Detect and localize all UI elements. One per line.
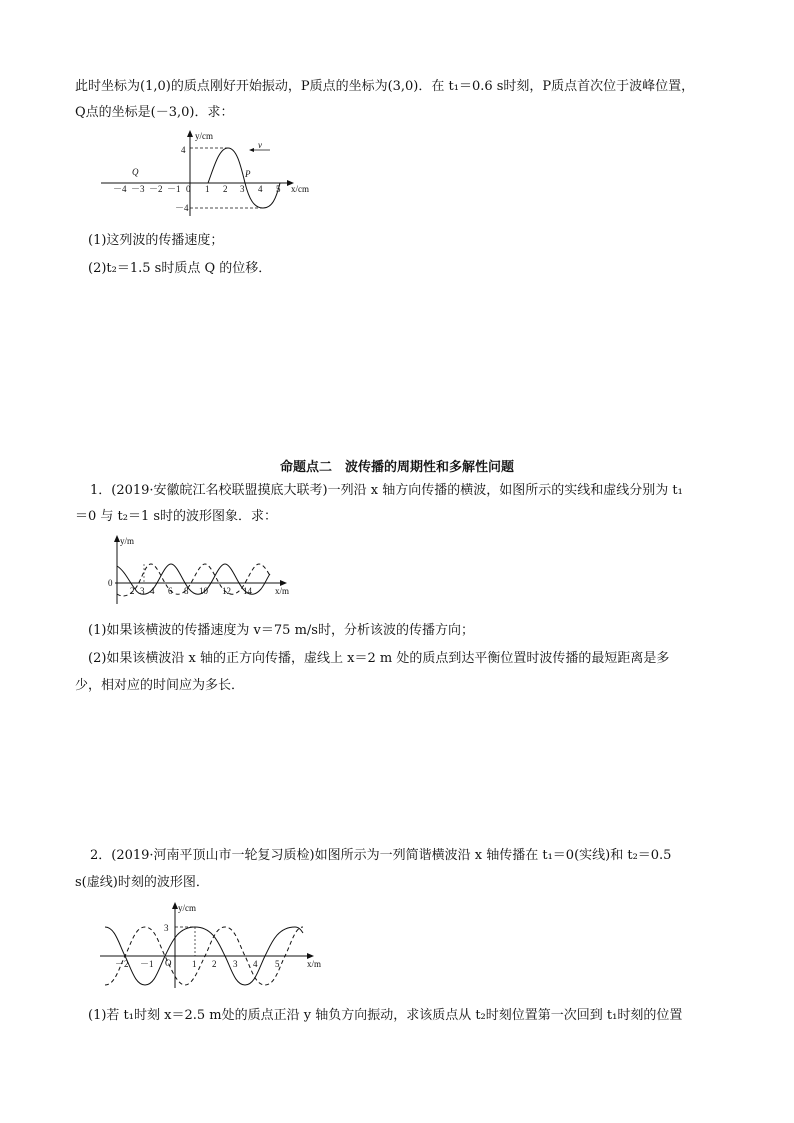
figure-3-wave — [95, 900, 325, 990]
fig3-ylabel: y/cm — [178, 903, 196, 913]
fig1-wave-curve — [208, 148, 280, 208]
fig2-xtick-14: 14 — [243, 586, 252, 596]
fig3-xtick-3: 3 — [233, 959, 238, 969]
fig2-ylabel: y/m — [120, 536, 135, 546]
fig2-xtick-4: 4 — [150, 586, 155, 596]
fig1-ytick-4: 4 — [181, 145, 186, 155]
p1-part-2b: 少，相对应的时间应为多长． — [75, 678, 245, 693]
intro-line-2: Q点的坐标是(－3,0)．求： — [75, 105, 234, 120]
fig3-xtick-2: 2 — [212, 959, 217, 969]
fig2-xtick-8: 8 — [184, 586, 189, 596]
figure-2-wave — [105, 534, 305, 606]
fig1-xtick-4: 4 — [258, 184, 263, 194]
fig3-xlabel: x/m — [307, 959, 322, 969]
fig2-origin: 0 — [108, 578, 113, 588]
fig2-xtick-2: 2 — [130, 586, 135, 596]
fig1-xtick-neg4: －4 — [113, 184, 127, 194]
fig2-xtick-6: 6 — [168, 586, 173, 596]
fig3-ytick-3: 3 — [164, 923, 169, 933]
fig3-origin: O — [165, 958, 172, 968]
fig1-y-arrow — [187, 130, 193, 137]
q1-part-1: (1)这列波的传播速度； — [88, 233, 224, 248]
p2-line-1: 2．(2019·河南平顶山市一轮复习质检)如图所示为一列简谐横波沿 x 轴传播在 t₁＝0(实线)和 t₂＝0.5 — [90, 848, 672, 863]
fig1-xtick-2: 2 — [223, 184, 228, 194]
fig1-velocity-arrowhead — [249, 148, 254, 152]
fig3-xtick-neg1: －1 — [140, 959, 154, 969]
p2-part-1: (1)若 t₁时刻 x＝2.5 m处的质点正沿 y 轴负方向振动，求该质点从 t₂时刻位置第一次回到 t₁时刻的位置 — [88, 1008, 683, 1023]
fig1-xtick-1: 1 — [205, 184, 210, 194]
section-title: 命题点二 波传播的周期性和多解性问题 — [279, 460, 514, 475]
fig1-label-v: v — [258, 140, 262, 150]
fig3-xtick-neg2: －2 — [115, 959, 129, 969]
fig1-xtick-neg1: －1 — [167, 184, 181, 194]
fig1-xtick-5: 5 — [276, 184, 281, 194]
p2-line-2: s(虚线)时刻的波形图． — [75, 875, 209, 890]
fig1-label-P: P — [245, 169, 251, 179]
figure-1-wave — [95, 128, 325, 218]
fig2-xlabel: x/m — [275, 586, 290, 596]
fig1-xtick-neg2: －2 — [149, 184, 163, 194]
fig1-ylabel: y/cm — [195, 131, 213, 141]
fig1-ytick-neg4: －4 — [175, 203, 189, 213]
intro-line-1: 此时坐标为(1,0)的质点刚好开始振动，P质点的坐标为(3,0)．在 t₁＝0.6 s时刻，P质点首次位于波峰位置， — [75, 79, 695, 94]
fig3-xtick-1: 1 — [192, 959, 197, 969]
q1-part-2: (2)t₂＝1.5 s时质点 Q 的位移． — [88, 261, 272, 276]
p1-line-1: 1．(2019·安徽皖江名校联盟摸底大联考)一列沿 x 轴方向传播的横波，如图所示的实线和虚线分别为 t₁ — [90, 483, 683, 498]
p1-part-2a: (2)如果该横波沿 x 轴的正方向传播，虚线上 x＝2 m 处的质点到达平衡位置时波传播的最短距离是多 — [88, 651, 670, 666]
fig1-xlabel: x/cm — [291, 184, 309, 194]
fig1-origin: 0 — [186, 184, 191, 194]
fig1-label-Q: Q — [132, 167, 139, 177]
fig3-xtick-4: 4 — [253, 959, 258, 969]
fig2-xtick-12: 12 — [222, 586, 231, 596]
p1-line-2: ＝0 与 t₂＝1 s时的波形图象．求： — [75, 509, 278, 524]
fig3-xtick-5: 5 — [275, 959, 280, 969]
p1-part-1: (1)如果该横波的传播速度为 v＝75 m/s时，分析该波的传播方向； — [88, 623, 474, 638]
fig1-xtick-neg3: －3 — [131, 184, 145, 194]
fig2-xtick-10: 10 — [199, 586, 208, 596]
fig1-xtick-3: 3 — [240, 184, 245, 194]
fig2-xtick-3: 3 — [140, 586, 145, 596]
